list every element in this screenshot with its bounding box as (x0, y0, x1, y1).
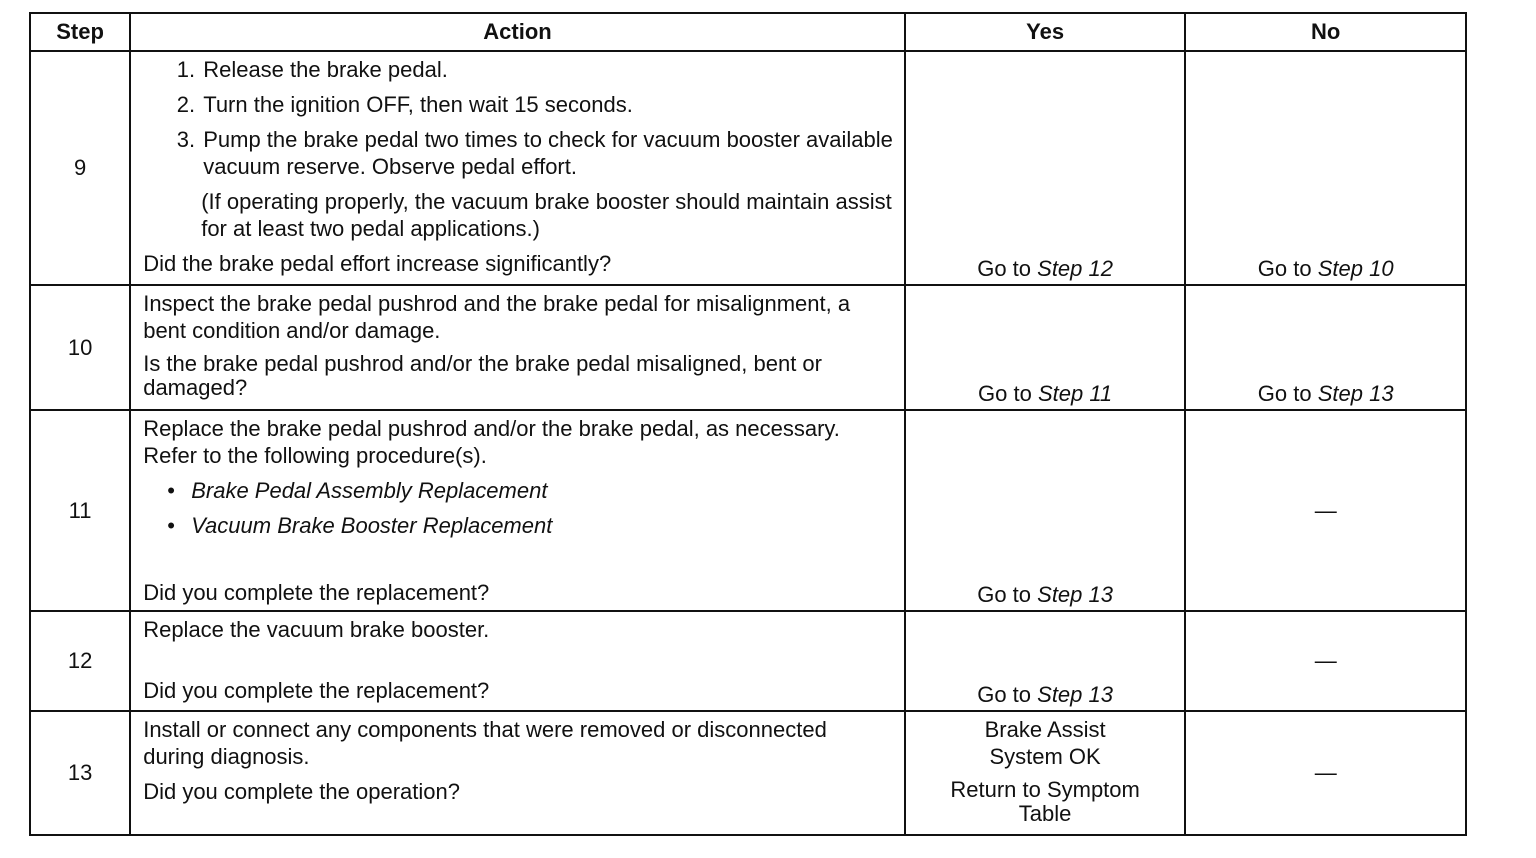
step-number: 9 (30, 51, 130, 285)
header-step: Step (30, 13, 130, 51)
procedure-list (143, 477, 894, 539)
action-text: Replace the vacuum brake booster. (143, 617, 490, 642)
action-cell (130, 410, 905, 611)
goto-prefix: Go to (978, 381, 1032, 406)
action-text: Inspect the brake pedal pushrod and the brake pedal for misalignment, a bent condition and/or damage. (143, 291, 851, 343)
note-text: (If operating properly, the vacuum brake booster should maintain assist for at least two pedal applications.) (201, 189, 892, 241)
yes-cell (905, 711, 1186, 835)
step-number: 12 (30, 611, 130, 711)
table-row (30, 611, 1466, 711)
result-text: Brake Assist System OK (984, 717, 1106, 769)
table-row (30, 51, 1466, 285)
yes-cell (905, 285, 1186, 410)
step-number: 10 (30, 285, 130, 410)
yes-cell (905, 410, 1186, 611)
header-action: Action (130, 13, 905, 51)
numbered-steps (143, 56, 894, 180)
table-row (30, 410, 1466, 611)
return-link[interactable]: Return to Symptom Table (950, 777, 1140, 826)
yes-cell (905, 51, 1186, 285)
step-number: 13 (30, 711, 130, 835)
goto-prefix: Go to (1257, 381, 1312, 406)
action-cell (130, 711, 905, 835)
no-cell (1185, 51, 1466, 285)
step-link[interactable]: Step 13 (1037, 582, 1113, 607)
diagnostic-table (29, 12, 1467, 836)
question-text: Did the brake pedal effort increase significantly? (143, 251, 612, 276)
step-link[interactable]: Step 11 (1037, 381, 1113, 406)
list-item: 1. Release the brake pedal. (201, 56, 894, 83)
no-cell (1185, 285, 1466, 410)
goto-prefix: Go to (977, 582, 1032, 607)
question-text: Did you complete the replacement? (143, 678, 490, 703)
action-cell (130, 285, 905, 410)
no-cell: — (1185, 611, 1466, 711)
no-cell: — (1185, 410, 1466, 611)
goto-prefix: Go to (1257, 256, 1312, 281)
table-row (30, 285, 1466, 410)
step-link[interactable]: Step 12 (1037, 256, 1113, 281)
step-link[interactable]: Step 10 (1317, 256, 1394, 281)
action-text: Replace the brake pedal pushrod and/or the brake pedal, as necessary. Refer to the following procedure(s). (143, 416, 840, 468)
step-link[interactable]: Step 13 (1317, 381, 1394, 406)
header-no: No (1185, 13, 1466, 51)
goto-prefix: Go to (977, 682, 1032, 707)
table-row (30, 711, 1466, 835)
header-yes: Yes (905, 13, 1186, 51)
step-link[interactable]: Step 13 (1037, 682, 1113, 707)
action-text: Install or connect any components that were removed or disconnected during diagnosis. (143, 717, 827, 769)
procedure-link[interactable]: • Brake Pedal Assembly Replacement (191, 477, 894, 504)
list-item: 2. Turn the ignition OFF, then wait 15 seconds. (201, 91, 894, 118)
question-text: Did you complete the operation? (143, 779, 460, 804)
yes-cell (905, 611, 1186, 711)
list-item: 3. Pump the brake pedal two times to check for vacuum booster available vacuum reserve. Observe pedal effort. (201, 126, 894, 180)
action-cell (130, 611, 905, 711)
header-row (30, 13, 1466, 51)
goto-prefix: Go to (977, 256, 1032, 281)
question-text: Did you complete the replacement? (143, 580, 490, 605)
no-cell: — (1185, 711, 1466, 835)
action-cell (130, 51, 905, 285)
procedure-link[interactable]: • Vacuum Brake Booster Replacement (191, 512, 894, 539)
step-number: 11 (30, 410, 130, 611)
question-text: Is the brake pedal pushrod and/or the brake pedal misaligned, bent or damaged? (143, 351, 822, 400)
